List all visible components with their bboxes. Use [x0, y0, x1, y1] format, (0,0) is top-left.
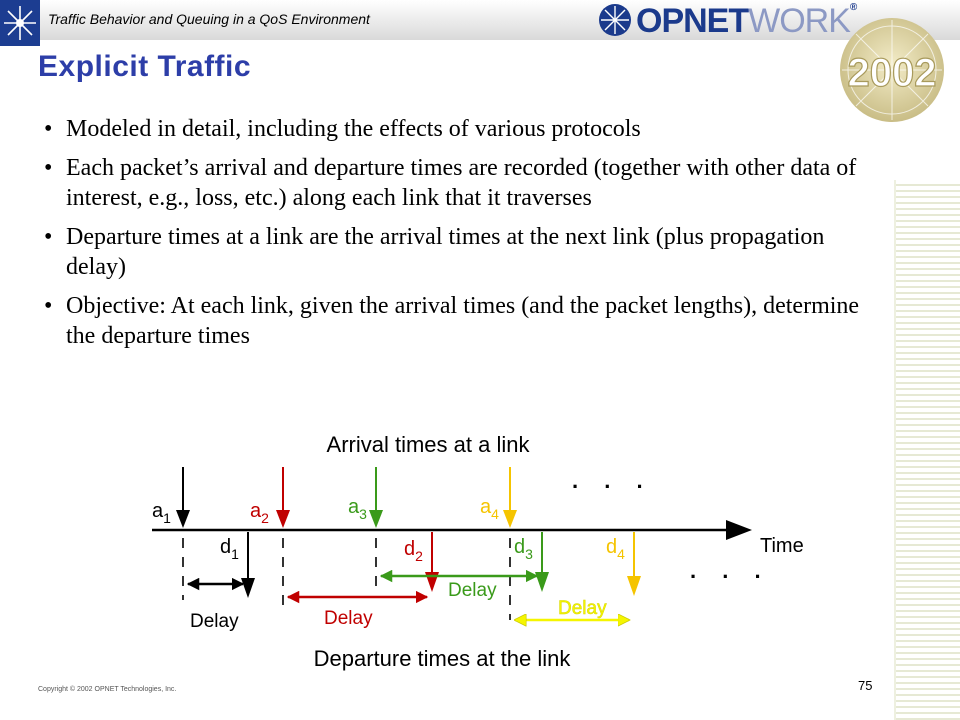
departure-sub-1: 1	[231, 546, 239, 562]
arrival-sub-1: 1	[163, 510, 171, 526]
bullet-item: • Each packet’s arrival and departure times are recorded (together with other data of interest, e.g., loss, etc.) along each link that it traverses	[44, 153, 864, 213]
ellipsis-right: . . .	[690, 558, 771, 583]
departure-arrowhead-2-icon	[425, 572, 439, 592]
departure-base-4: d	[606, 536, 618, 558]
opnet-star-logo-icon	[0, 0, 40, 46]
arrival-base-2: a	[250, 500, 262, 522]
delay-label-1: Delay	[190, 611, 239, 632]
brand-mark: ®	[849, 2, 857, 13]
departure-base-2: d	[404, 538, 416, 560]
header-title: Traffic Behavior and Queuing in a QoS Environment	[48, 11, 370, 27]
bullet-item: • Departure times at a link are the arrival times at the next link (plus propagation delay)	[44, 222, 864, 282]
bullet-list	[44, 114, 864, 360]
year-text: 2002	[847, 51, 937, 95]
arrival-arrowhead-1-icon	[176, 510, 190, 528]
arrival-label-4	[480, 496, 499, 522]
arrival-arrowhead-2-icon	[276, 510, 290, 528]
time-axis-arrowhead-icon	[726, 520, 752, 540]
decor-strip	[896, 180, 960, 720]
slide-title: Explicit Traffic	[38, 50, 252, 83]
bullet-item: • Objective: At each link, given the arrival times (and the packet lengths), determine the departure times	[44, 291, 864, 351]
arrival-base-1: a	[152, 500, 164, 522]
delay-label-2: Delay	[324, 608, 373, 629]
arrival-sub-4: 4	[491, 506, 499, 522]
arrival-label-3	[348, 496, 367, 522]
arrival-base-3: a	[348, 496, 360, 518]
departure-arrowhead-1-icon	[241, 578, 255, 598]
departure-label-1	[220, 536, 239, 562]
departure-label-4	[606, 536, 625, 562]
brand-text	[636, 2, 856, 41]
departure-times-label: Departure times at the link	[313, 646, 571, 671]
dashed-guides	[183, 538, 510, 620]
arrival-sub-3: 3	[359, 506, 367, 522]
arrival-label-2	[250, 500, 269, 526]
departure-sub-3: 3	[525, 546, 533, 562]
time-axis-label: Time	[760, 535, 804, 557]
arrival-base-4: a	[480, 496, 492, 518]
bullet-item: • Modeled in detail, including the effects of various protocols	[44, 114, 864, 144]
opnetwork-logo	[596, 2, 857, 40]
arrival-sub-2: 2	[261, 510, 269, 526]
departure-arrowhead-3-icon	[535, 572, 549, 592]
departure-arrowhead-4-icon	[627, 576, 641, 596]
delay-label-4: Delay	[558, 598, 607, 619]
arrival-times-label: Arrival times at a link	[326, 432, 530, 457]
departure-base-1: d	[220, 536, 232, 558]
departure-label-2	[404, 538, 423, 564]
ellipsis-top: . . .	[572, 468, 653, 493]
arrival-label-1	[152, 500, 171, 526]
arrival-arrowhead-3-icon	[369, 510, 383, 528]
brand-light: WORK	[748, 2, 850, 40]
brand-globe-icon	[596, 2, 634, 38]
departure-sub-2: 2	[415, 548, 423, 564]
copyright-text: Copyright © 2002 OPNET Technologies, Inc.	[38, 686, 177, 693]
departure-label-3	[514, 536, 533, 562]
departure-sub-4: 4	[617, 546, 625, 562]
arrival-arrowhead-4-icon	[503, 510, 517, 528]
brand-bold: OPNET	[636, 2, 749, 40]
page-number: 75	[858, 678, 873, 693]
departure-base-3: d	[514, 536, 526, 558]
delay-label-3: Delay	[448, 580, 497, 601]
